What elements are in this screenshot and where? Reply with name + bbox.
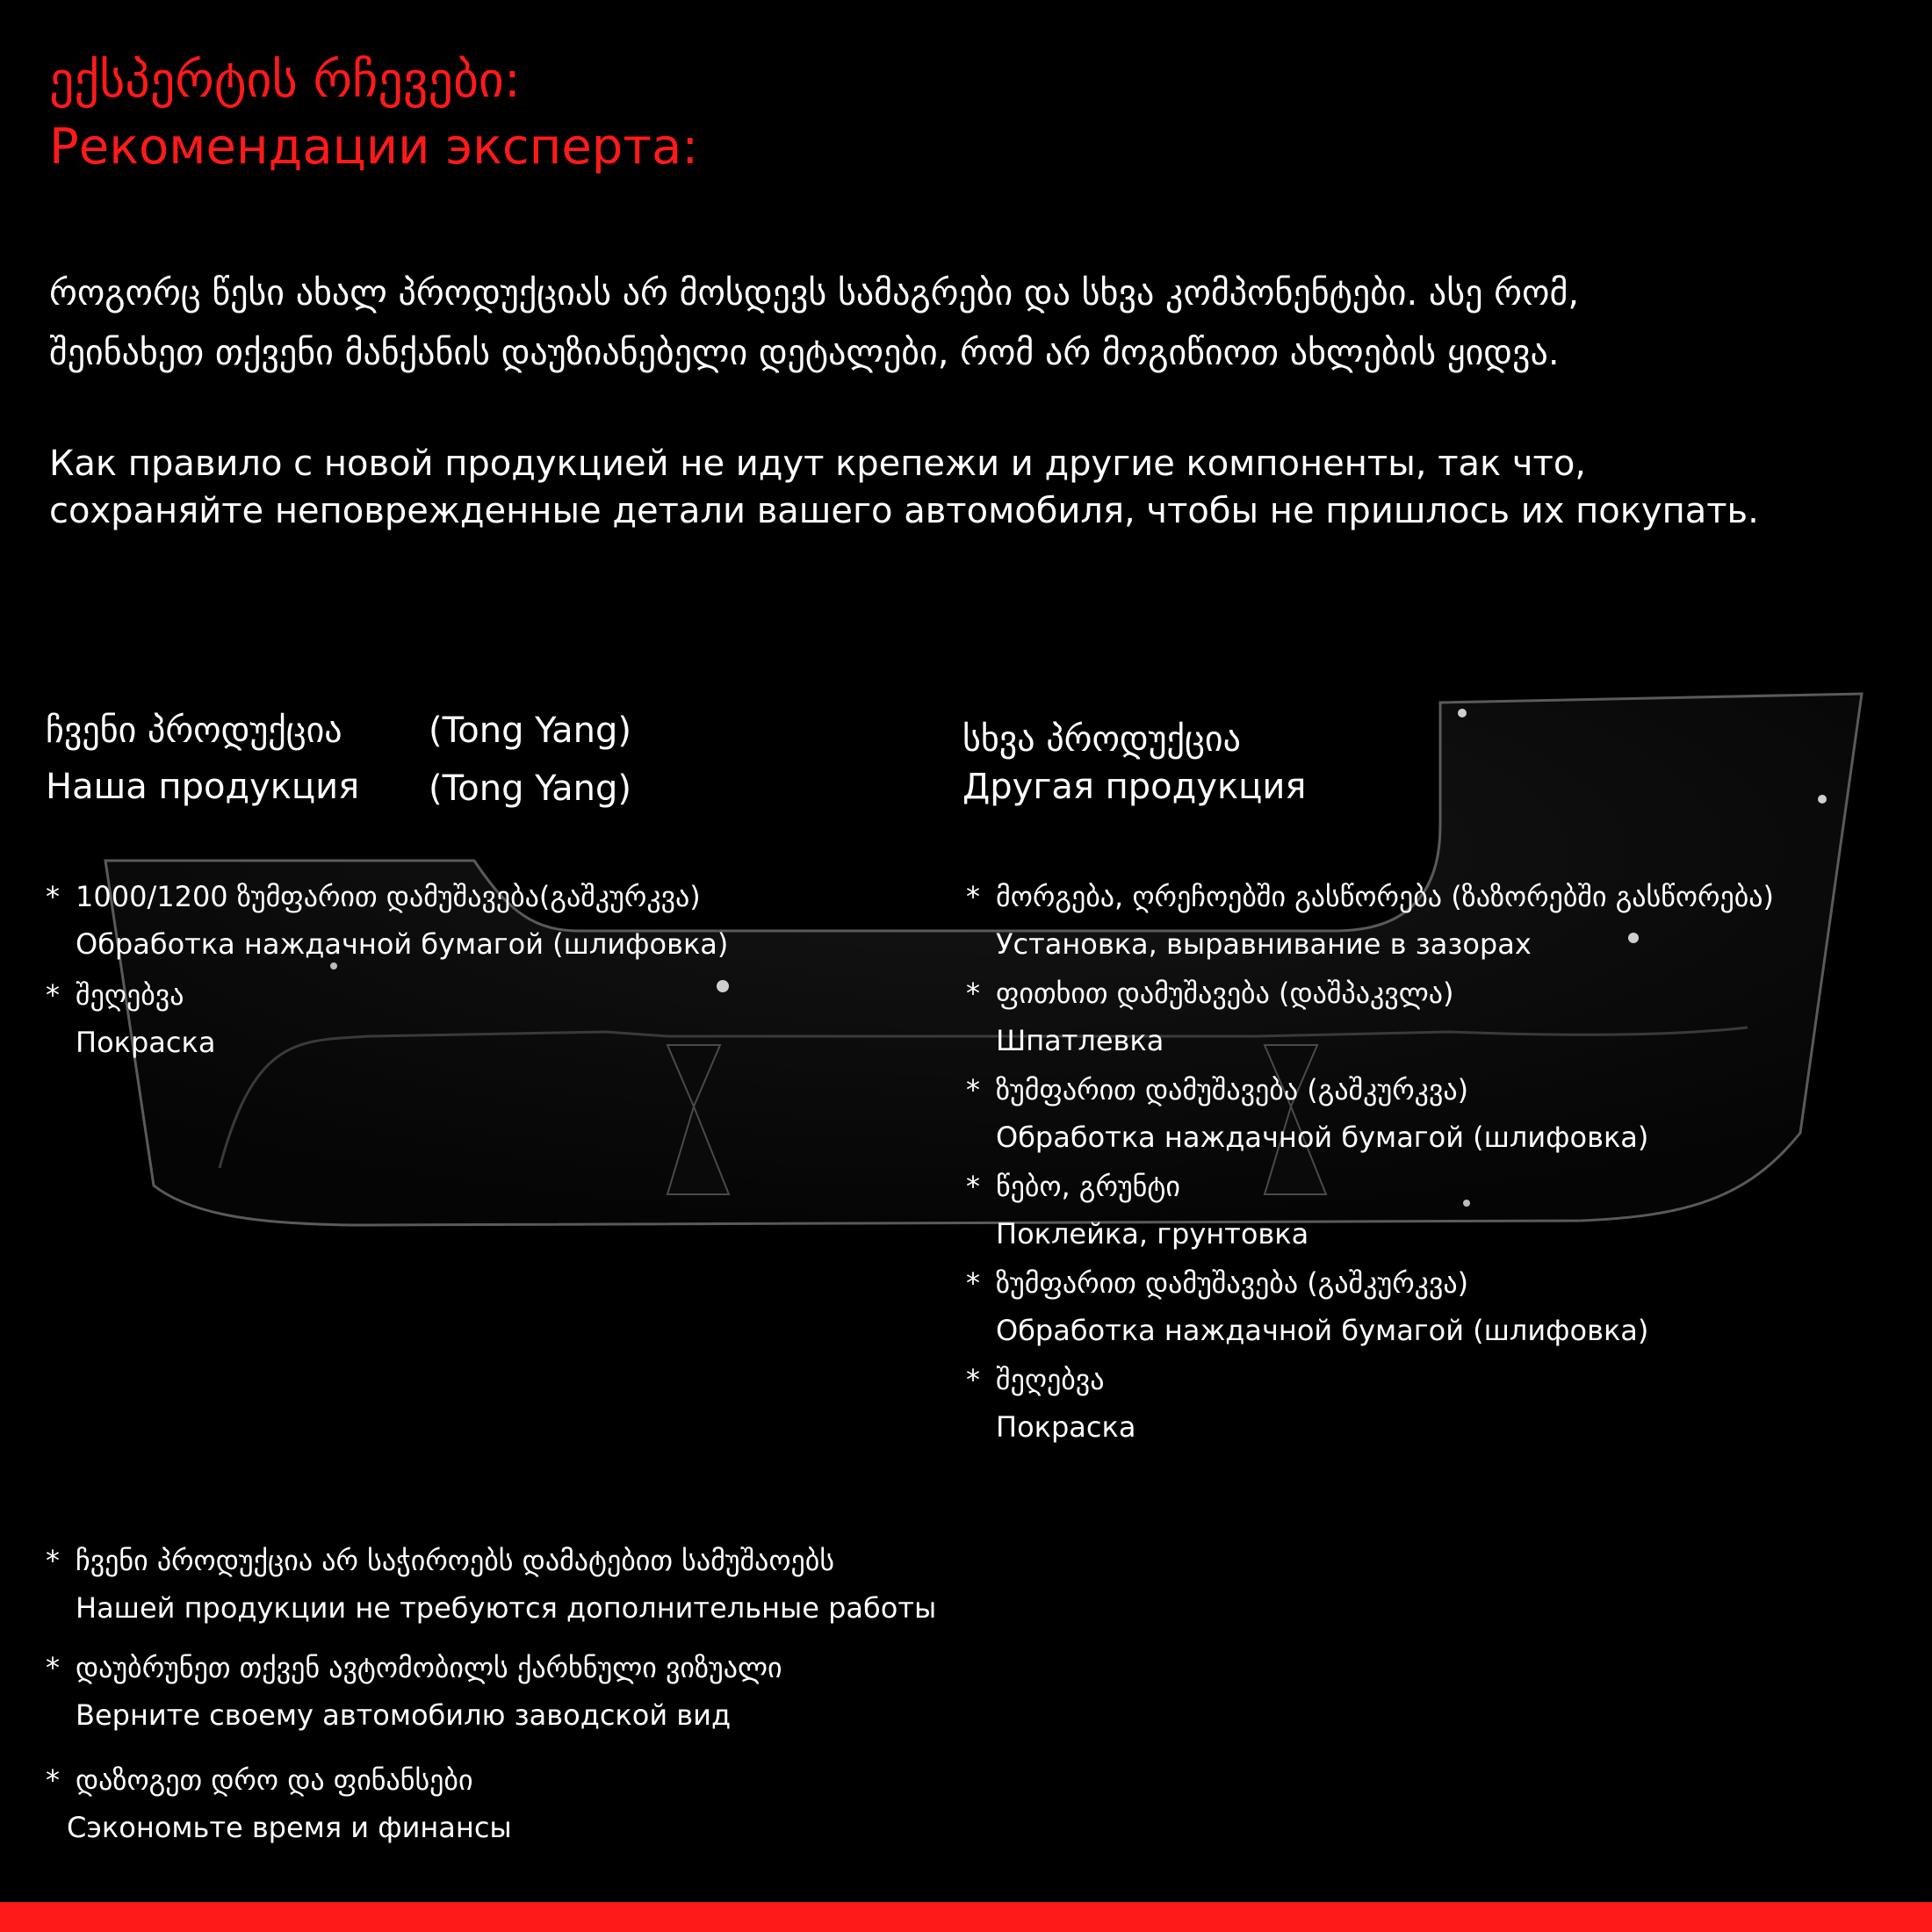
bumper-hole xyxy=(1463,1200,1470,1207)
ours-brand: (Tong Yang) xyxy=(429,710,631,751)
benefit-2-ka: დაუბრუნეთ თქვენ ავტომობილს ქარხნული ვიზუალი xyxy=(76,1651,782,1684)
ours-brand-ru: (Tong Yang) xyxy=(429,768,631,809)
other-item-2 xyxy=(966,970,1453,1064)
intro-ru-line1: Как правило с новой продукцией не идут крепежи и другие компоненты, так что, xyxy=(49,443,1587,484)
other-item-2-ru: Шпатлевка xyxy=(996,1024,1164,1057)
other-item-6-ka: შეღებვა xyxy=(996,1363,1105,1396)
bullet-star: * xyxy=(966,880,980,913)
other-item-5 xyxy=(966,1259,1648,1354)
other-item-5-ru: Обработка наждачной бумагой (шлифовка) xyxy=(996,1314,1649,1347)
other-item-2-ka: ფითხით დამუშავება (დაშპაკვლა) xyxy=(996,977,1454,1010)
other-item-4 xyxy=(966,1163,1308,1258)
heading-ru: Рекомендации эксперта: xyxy=(49,119,699,176)
ours-title-ru: Наша продукция xyxy=(46,767,360,807)
benefit-1 xyxy=(46,1537,936,1632)
bullet-star: * xyxy=(966,1170,980,1203)
other-item-3 xyxy=(966,1066,1648,1161)
bumper-hole xyxy=(717,980,729,992)
other-item-6 xyxy=(966,1356,1135,1451)
benefit-1-ru: Нашей продукции не требуются дополнительные работы xyxy=(76,1591,937,1625)
bullet-star: * xyxy=(966,1073,980,1107)
footer-accent-bar xyxy=(0,1902,1932,1932)
other-item-5-ka: ზუმფარით დამუშავება (გაშკურკვა) xyxy=(996,1266,1469,1300)
other-item-1 xyxy=(966,873,1774,968)
bullet-star: * xyxy=(966,977,980,1010)
bullet-star: * xyxy=(966,1266,980,1300)
heading-ka: ექსპერტის რჩევები: xyxy=(49,52,521,109)
other-item-3-ka: ზუმფარით დამუშავება (გაშკურკვა) xyxy=(996,1073,1469,1107)
other-item-4-ka: წებო, გრუნტი xyxy=(996,1170,1180,1203)
intro-ru-line2: сохраняйте неповрежденные детали вашего автомобиля, чтобы не пришлось их покупать. xyxy=(49,491,1759,531)
other-item-4-ru: Поклейка, грунтовка xyxy=(996,1217,1309,1251)
benefit-1-ka: ჩვენი პროდუქცია არ საჭიროებს დამატებით სამუშაოებს xyxy=(76,1544,835,1577)
ours-item-2-ka: შეღებვა xyxy=(76,978,184,1012)
bullet-star: * xyxy=(46,1544,60,1577)
benefit-3-ka: დაზოგეთ დრო და ფინანსები xyxy=(76,1763,473,1797)
ours-item-1-ru: Обработка наждачной бумагой (шлифовка) xyxy=(76,927,729,961)
bullet-star: * xyxy=(46,978,60,1012)
benefit-2 xyxy=(46,1644,782,1739)
bumper-hole xyxy=(1458,709,1467,717)
other-item-6-ru: Покраска xyxy=(996,1410,1136,1444)
bullet-star: * xyxy=(46,1763,60,1797)
ours-item-2-ru: Покраска xyxy=(76,1026,216,1059)
intro-ka-line2: შეინახეთ თქვენი მანქანის დაუზიანებელი დეტალები, რომ არ მოგიწიოთ ახლების ყიდვა. xyxy=(49,333,1560,373)
ours-item-1-ka: 1000/1200 ზუმფარით დამუშავება(გაშკურკვა) xyxy=(76,880,701,913)
ours-item-1 xyxy=(46,873,728,968)
benefit-2-ru: Верните своему автомобилю заводской вид xyxy=(76,1698,732,1732)
ours-title-ka: ჩვენი პროდუქცია xyxy=(46,710,342,751)
other-item-3-ru: Обработка наждачной бумагой (шлифовка) xyxy=(996,1121,1649,1154)
intro-ka-line1: როგორც წესი ახალ პროდუქციას არ მოსდევს სამაგრები და სხვა კომპონენტები. ასე რომ, xyxy=(49,273,1580,314)
other-item-1-ka: მორგება, ღრეჩოებში გასწორება (ზაზორებში გასწორება) xyxy=(996,880,1774,913)
bullet-star: * xyxy=(46,880,60,913)
bumper-hole xyxy=(1818,795,1827,804)
bullet-star: * xyxy=(966,1363,980,1396)
benefit-3-ru: Сэкономьте время и финансы xyxy=(67,1811,512,1844)
other-title-ru: Другая продукция xyxy=(962,767,1307,807)
benefit-3 xyxy=(46,1756,512,1851)
other-title-ka: სხვა პროდუქცია xyxy=(962,719,1241,760)
bullet-star: * xyxy=(46,1651,60,1684)
other-item-1-ru: Установка, выравнивание в зазорах xyxy=(996,927,1532,961)
ours-item-2 xyxy=(46,971,215,1066)
